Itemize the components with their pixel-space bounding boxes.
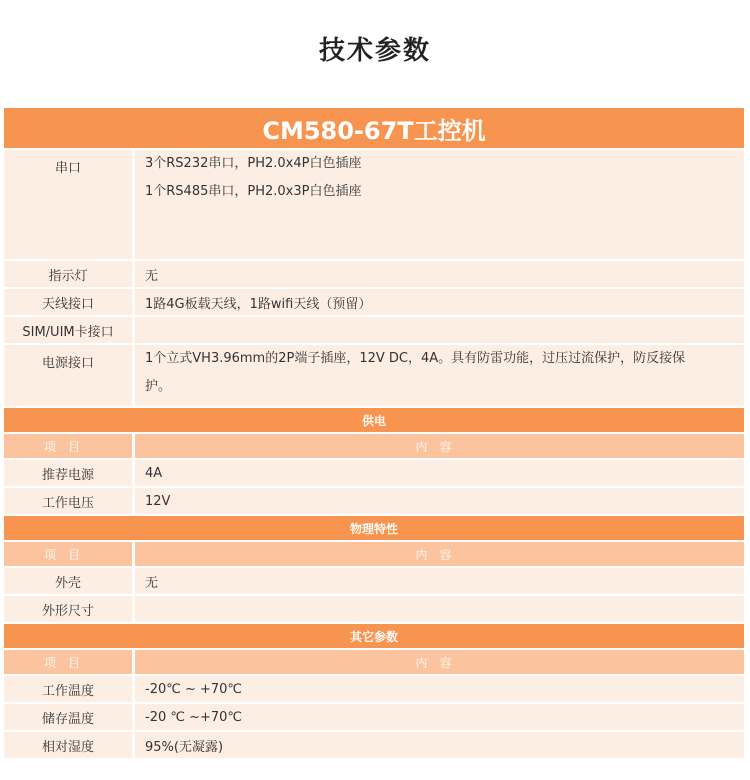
spec-label: 工作电压 bbox=[4, 488, 132, 514]
spec-row bbox=[4, 596, 744, 622]
column-header-content: 内容 bbox=[132, 542, 744, 566]
spec-value: 无 bbox=[132, 568, 744, 594]
spec-value: 12V bbox=[132, 488, 744, 514]
column-header-content: 内容 bbox=[132, 434, 744, 458]
section-header-physical bbox=[4, 516, 744, 540]
spec-value: -20 ℃ ~+70℃ bbox=[132, 704, 744, 730]
spec-label: 外形尺寸 bbox=[4, 596, 132, 622]
column-header-item: 项目 bbox=[4, 542, 132, 566]
spec-row-power-port bbox=[4, 345, 744, 406]
spec-value bbox=[132, 317, 744, 343]
spec-row bbox=[4, 460, 744, 486]
spec-value: -20℃ ~ +70℃ bbox=[132, 676, 744, 702]
spec-label: 储存温度 bbox=[4, 704, 132, 730]
spec-label: 工作温度 bbox=[4, 676, 132, 702]
spec-value-line: 1个RS485串口，PH2.0x3P白色插座 bbox=[145, 184, 362, 199]
column-header-row bbox=[4, 434, 744, 458]
spec-value bbox=[132, 150, 744, 259]
spec-label: 指示灯 bbox=[4, 261, 132, 287]
column-header-row bbox=[4, 542, 744, 566]
spec-value bbox=[132, 596, 744, 622]
section-title: 供电 bbox=[4, 408, 744, 432]
spec-row bbox=[4, 488, 744, 514]
spec-row bbox=[4, 732, 744, 758]
section-header-other bbox=[4, 624, 744, 648]
column-header-item: 项目 bbox=[4, 650, 132, 674]
spec-row-indicator bbox=[4, 261, 744, 287]
spec-label: 串口 bbox=[4, 150, 132, 259]
spec-value bbox=[132, 345, 744, 406]
spec-row-sim bbox=[4, 317, 744, 343]
column-header-item: 项目 bbox=[4, 434, 132, 458]
spec-value: 无 bbox=[132, 261, 744, 287]
column-header-row bbox=[4, 650, 744, 674]
spec-label: 外壳 bbox=[4, 568, 132, 594]
spec-label: SIM/UIM卡接口 bbox=[4, 317, 132, 343]
spec-row-antenna bbox=[4, 289, 744, 315]
section-title: 其它参数 bbox=[4, 624, 744, 648]
page-title: 技术参数 bbox=[318, 36, 431, 66]
spec-value-line: 3个RS232串口，PH2.0x4P白色插座 bbox=[145, 156, 362, 171]
spec-row bbox=[4, 676, 744, 702]
spec-value-line: 护。 bbox=[145, 379, 172, 394]
spec-label: 电源接口 bbox=[4, 345, 132, 406]
spec-row bbox=[4, 568, 744, 594]
spec-value-line: 1个立式VH3.96mm的2P端子插座，12V DC，4A。具有防雷功能，过压过流保护，防反接保 bbox=[145, 351, 686, 366]
spec-value: 1路4G板载天线，1路wifi天线（预留） bbox=[132, 289, 744, 315]
spec-value: 95%(无凝露) bbox=[132, 732, 744, 758]
spec-label: 推荐电源 bbox=[4, 460, 132, 486]
spec-row-serial bbox=[4, 150, 744, 259]
spec-value: 4A bbox=[132, 460, 744, 486]
spec-label: 相对湿度 bbox=[4, 732, 132, 758]
column-header-content: 内容 bbox=[132, 650, 744, 674]
product-title-row bbox=[4, 108, 744, 148]
spec-label: 天线接口 bbox=[4, 289, 132, 315]
section-title: 物理特性 bbox=[4, 516, 744, 540]
spec-row bbox=[4, 704, 744, 730]
product-title: CM580-67T工控机 bbox=[4, 108, 744, 148]
spec-table bbox=[4, 106, 744, 760]
section-header-power bbox=[4, 408, 744, 432]
